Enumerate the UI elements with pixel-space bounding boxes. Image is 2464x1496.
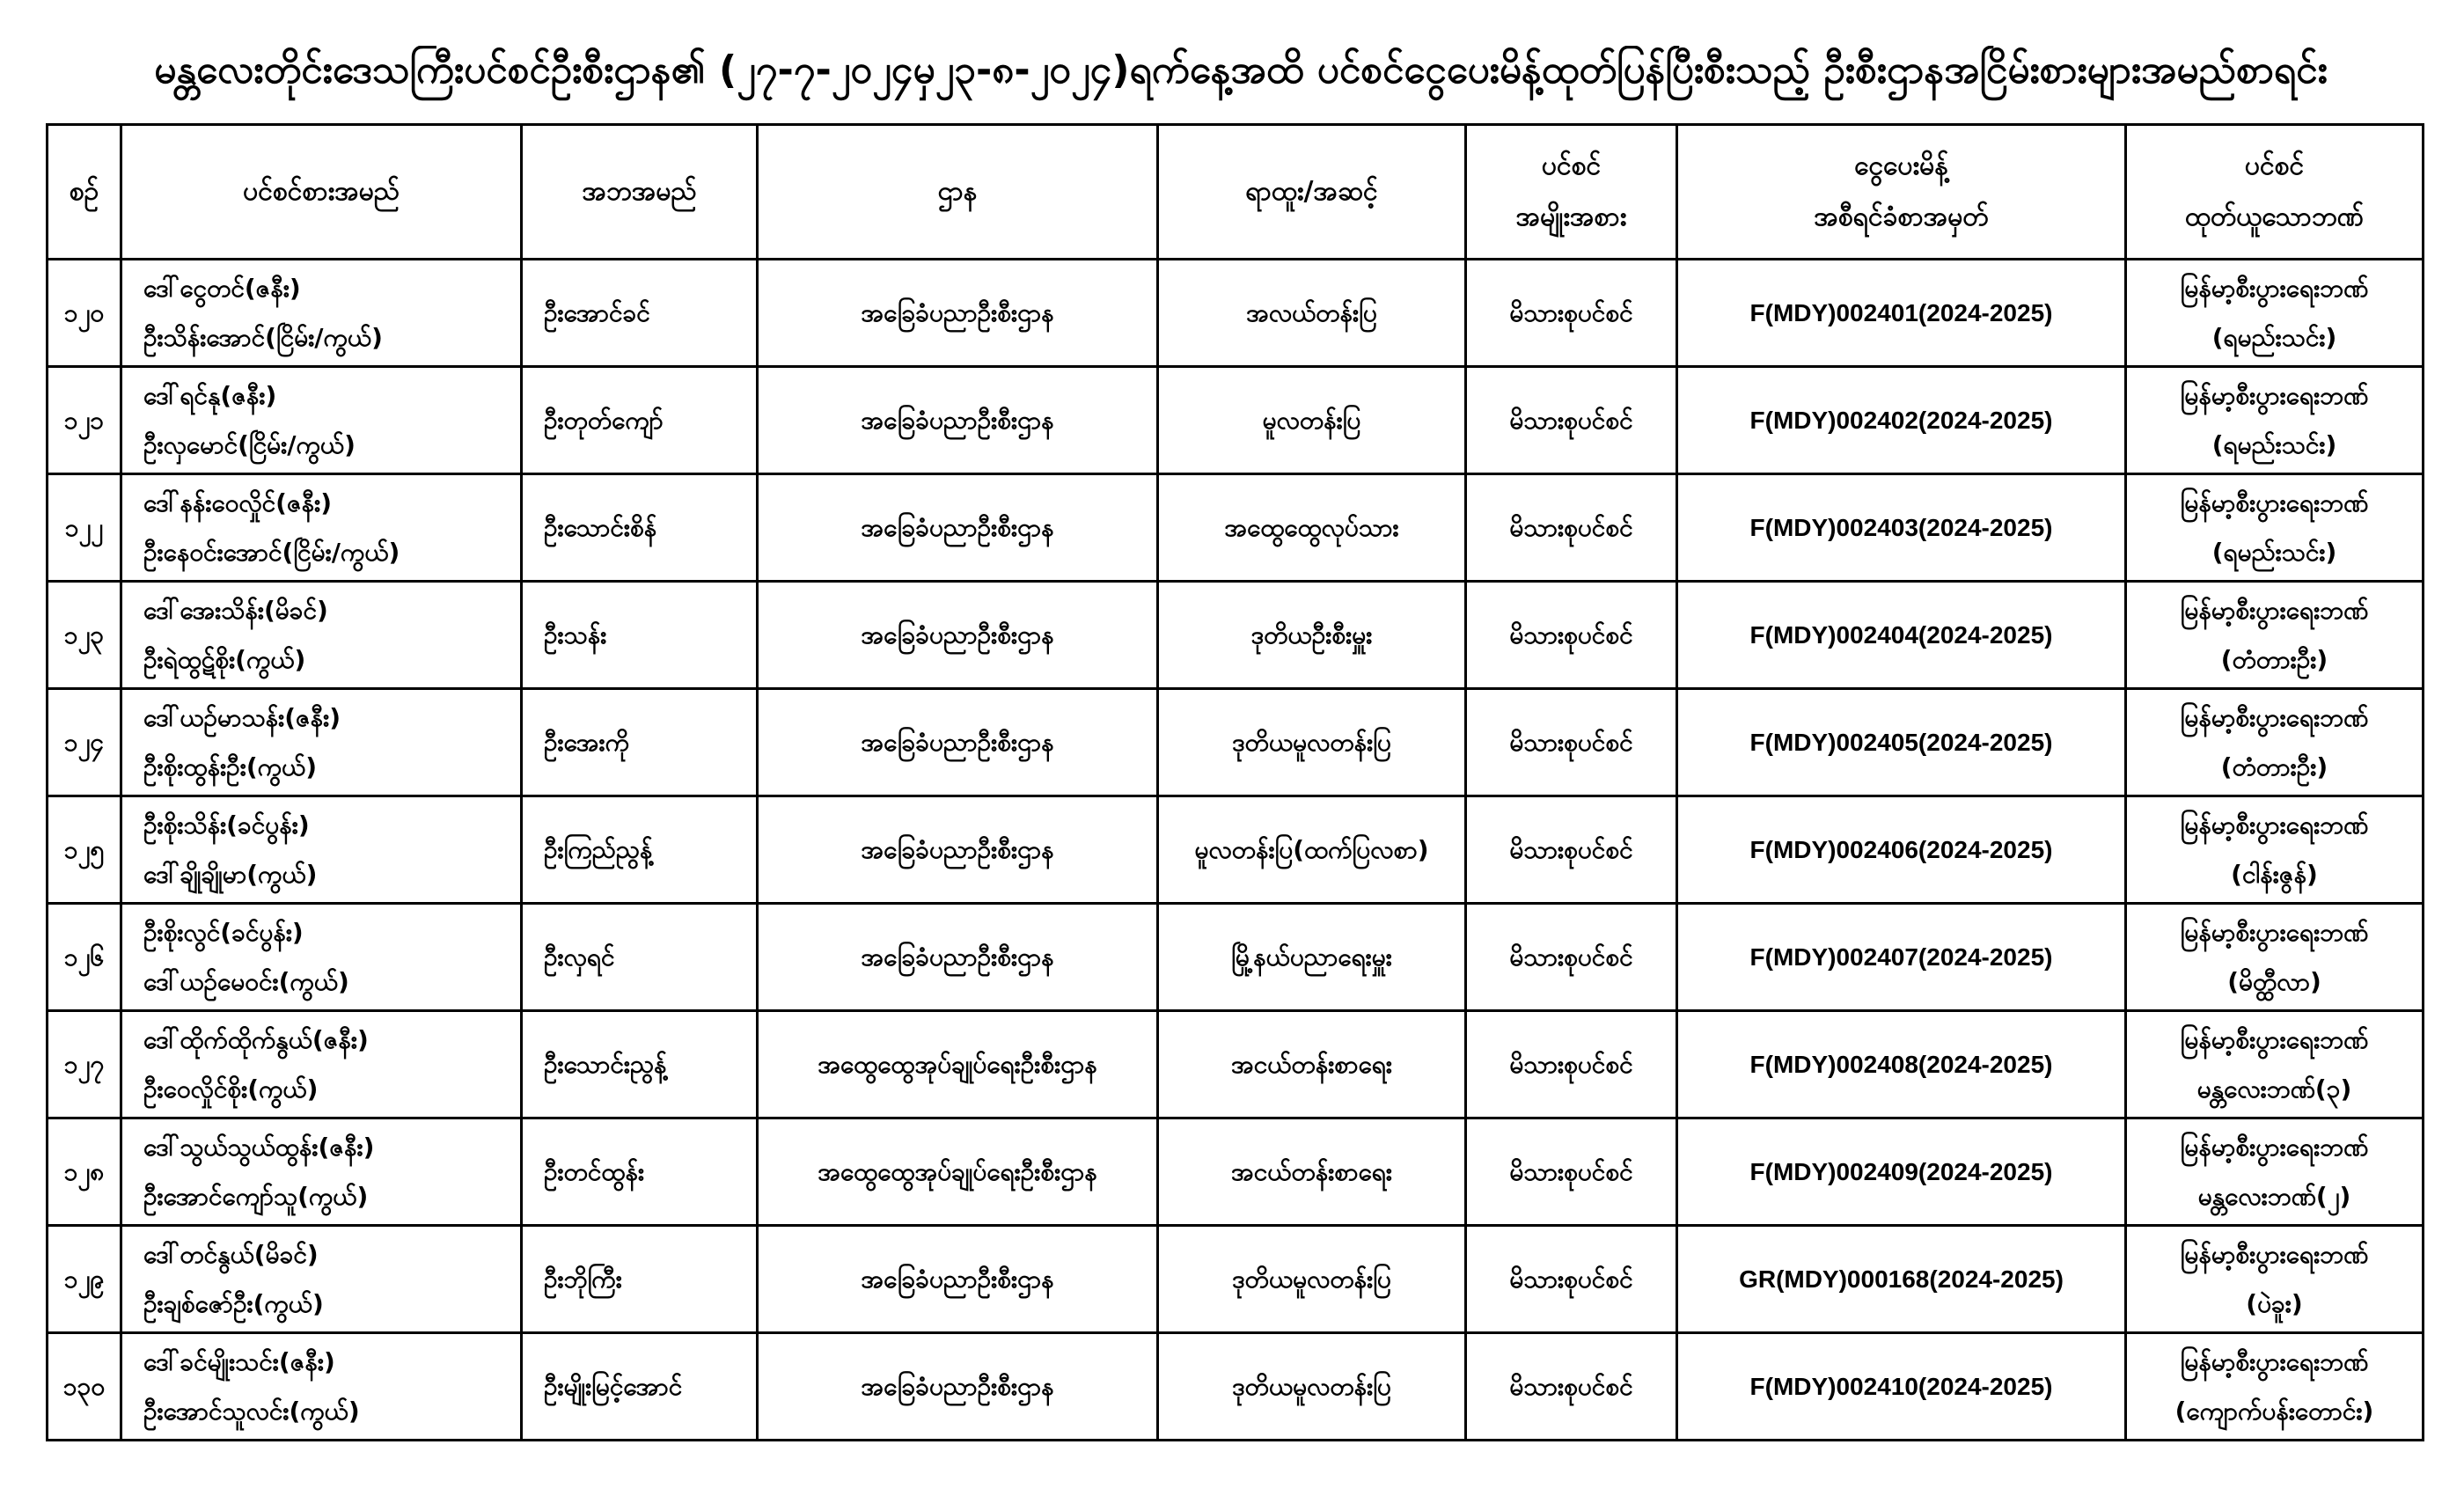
table-row	[48, 1226, 2424, 1333]
paying-bank-line: (မိတ္ထီလာ)	[2227, 966, 2321, 996]
row-number: ၁၂၉	[48, 1226, 121, 1333]
row-number: ၁၂၈	[48, 1118, 121, 1226]
paying-bank-line: မြန်မာ့စီးပွားရေးဘဏ်	[2180, 273, 2369, 303]
col-header-office	[2126, 125, 2424, 260]
paying-bank-line: မြန်မာ့စီးပွားရေးဘဏ်	[2180, 1132, 2369, 1162]
father-name: ဦးသောင်းစိန်	[522, 474, 758, 582]
paying-bank-line: မန္တလေးဘဏ်(၃)	[2196, 1074, 2352, 1104]
paying-bank	[2126, 796, 2424, 904]
col-header-office-line: ပင်စင်	[2244, 150, 2305, 181]
pensioner-name-line: ဦးအောင်သူလင်း(ကွယ်)	[143, 1396, 360, 1426]
pension-type: မိသားစုပင်စင်	[1466, 1333, 1677, 1441]
col-header-order	[1677, 125, 2126, 260]
pensioner-name	[121, 904, 522, 1011]
table-header-row	[48, 125, 2424, 260]
table-row	[48, 689, 2424, 796]
paying-bank-line: (ရမည်းသင်း)	[2211, 322, 2337, 352]
pension-type: မိသားစုပင်စင်	[1466, 1118, 1677, 1226]
pensioner-name-line: ဒေါ်ငွေတင်(ဇနီး)	[143, 273, 301, 303]
pension-type: မိသားစုပင်စင်	[1466, 904, 1677, 1011]
order-number: F(MDY)002406(2024-2025)	[1677, 796, 2126, 904]
col-header-type-line: အမျိုးအစား	[1515, 202, 1627, 232]
pensioner-name	[121, 689, 522, 796]
order-number: GR(MDY)000168(2024-2025)	[1677, 1226, 2126, 1333]
father-name: ဦးမျိုးမြင့်အောင်	[522, 1333, 758, 1441]
table-row	[48, 474, 2424, 582]
father-name: ဦးတင်ထွန်း	[522, 1118, 758, 1226]
department: အခြေခံပညာဦးစီးဌာန	[758, 904, 1158, 1011]
order-number: F(MDY)002407(2024-2025)	[1677, 904, 2126, 1011]
col-header-type	[1466, 125, 1677, 260]
col-header-no: စဉ်	[48, 125, 121, 260]
department: အခြေခံပညာဦးစီးဌာန	[758, 689, 1158, 796]
department: အခြေခံပညာဦးစီးဌာန	[758, 367, 1158, 474]
rank: မြို့နယ်ပညာရေးမှူး	[1158, 904, 1466, 1011]
pensioner-name-line: ဒေါ်ယဉ်မေဝင်း(ကွယ်)	[143, 966, 349, 996]
paying-bank	[2126, 689, 2424, 796]
order-number: F(MDY)002405(2024-2025)	[1677, 689, 2126, 796]
paying-bank-line: (ရမည်းသင်း)	[2211, 537, 2337, 567]
paying-bank-line: မြန်မာ့စီးပွားရေးဘဏ်	[2180, 380, 2369, 410]
rank: အငယ်တန်းစာရေး	[1158, 1118, 1466, 1226]
paying-bank	[2126, 1118, 2424, 1226]
father-name: ဦးအေးကို	[522, 689, 758, 796]
pensioner-name	[121, 474, 522, 582]
department: အခြေခံပညာဦးစီးဌာန	[758, 582, 1158, 689]
table-body	[48, 260, 2424, 1441]
pensioner-name	[121, 260, 522, 367]
pension-type: မိသားစုပင်စင်	[1466, 1226, 1677, 1333]
paying-bank	[2126, 1333, 2424, 1441]
pensioner-name	[121, 1226, 522, 1333]
department: အထွေထွေအုပ်ချုပ်ရေးဦးစီးဌာန	[758, 1011, 1158, 1118]
table-row	[48, 1118, 2424, 1226]
col-header-order-line: အစီရင်ခံစာအမှတ်	[1814, 202, 1989, 232]
rank: မူလတန်းပြ	[1158, 367, 1466, 474]
col-header-order-line: ငွေပေးမိန့်	[1854, 150, 1948, 181]
pensioner-name	[121, 1118, 522, 1226]
department: အခြေခံပညာဦးစီးဌာန	[758, 1226, 1158, 1333]
page-title: မန္တလေးတိုင်းဒေသကြီးပင်စင်ဦးစီးဌာန၏ (၂၇-၇-၂၀၂၄မှ၂၃-၈-၂၀၂၄)ရက်နေ့အထိ ပင်စင်ငွေပေးမိန့်ထုတ်ပြန်ပြီးစီးသည့် ဦးစီးဌာနအငြိမ်းစားများအမည်စာရင်း	[154, 48, 2328, 92]
paying-bank-line: မြန်မာ့စီးပွားရေးဘဏ်	[2180, 917, 2369, 947]
col-header-rank: ရာထူး/အဆင့်	[1158, 125, 1466, 260]
rank: ဒုတိယမူလတန်းပြ	[1158, 689, 1466, 796]
table-row	[48, 904, 2424, 1011]
department: အခြေခံပညာဦးစီးဌာန	[758, 260, 1158, 367]
order-number: F(MDY)002408(2024-2025)	[1677, 1011, 2126, 1118]
row-number: ၁၂၅	[48, 796, 121, 904]
department: အထွေထွေအုပ်ချုပ်ရေးဦးစီးဌာန	[758, 1118, 1158, 1226]
table-row	[48, 582, 2424, 689]
father-name: ဦးလှရင်	[522, 904, 758, 1011]
rank: မူလတန်းပြ(ထက်ပြလစာ)	[1158, 796, 1466, 904]
row-number: ၁၃၀	[48, 1333, 121, 1441]
pensioner-name-line: ဒေါ်ထိုက်ထိုက်နွယ်(ဇနီး)	[143, 1024, 369, 1054]
paying-bank-line: မြန်မာ့စီးပွားရေးဘဏ်	[2180, 1239, 2369, 1269]
paying-bank	[2126, 1226, 2424, 1333]
paying-bank	[2126, 904, 2424, 1011]
pension-type: မိသားစုပင်စင်	[1466, 474, 1677, 582]
order-number: F(MDY)002402(2024-2025)	[1677, 367, 2126, 474]
father-name: ဦးသန်း	[522, 582, 758, 689]
pensioner-name-line: ဦးအောင်ကျော်သူ(ကွယ်)	[143, 1181, 369, 1211]
pensioner-name-line: ဒေါ်ယဉ်မာသန်း(ဇနီး)	[143, 702, 341, 732]
pensioner-name-line: ဒေါ်တင်နွယ်(မိခင်)	[143, 1239, 319, 1269]
paying-bank-line: မန္တလေးဘဏ်(၂)	[2197, 1181, 2351, 1211]
father-name: ဦးတုတ်ကျော်	[522, 367, 758, 474]
pensioner-name-line: ဦးနေဝင်းအောင်(ငြိမ်း/ကွယ်)	[143, 537, 400, 567]
table-row	[48, 1333, 2424, 1441]
row-number: ၁၂၆	[48, 904, 121, 1011]
pensioner-table	[46, 123, 2424, 1441]
paying-bank-line: မြန်မာ့စီးပွားရေးဘဏ်	[2180, 810, 2369, 840]
paying-bank	[2126, 582, 2424, 689]
row-number: ၁၂၂	[48, 474, 121, 582]
pensioner-name-line: ဦးစိုးသိန်း(ခင်ပွန်း)	[143, 810, 310, 840]
pensioner-name-line: ဒေါ်ခင်မျိုးသင်း(ဇနီး)	[143, 1346, 335, 1376]
father-name: ဦးကြည်ညွန့်	[522, 796, 758, 904]
col-header-department: ဌာန	[758, 125, 1158, 260]
table-row	[48, 260, 2424, 367]
pensioner-name	[121, 796, 522, 904]
order-number: F(MDY)002401(2024-2025)	[1677, 260, 2126, 367]
department: အခြေခံပညာဦးစီးဌာန	[758, 1333, 1158, 1441]
paying-bank-line: (တံတားဦး)	[2220, 752, 2328, 781]
order-number: F(MDY)002409(2024-2025)	[1677, 1118, 2126, 1226]
col-header-name: ပင်စင်စားအမည်	[121, 125, 522, 260]
pensioner-name-line: ဦးရဲထွဋ်စိုး(ကွယ်)	[143, 644, 306, 674]
paying-bank-line: မြန်မာ့စီးပွားရေးဘဏ်	[2180, 488, 2369, 517]
paying-bank	[2126, 260, 2424, 367]
row-number: ၁၂၄	[48, 689, 121, 796]
rank: အလယ်တန်းပြ	[1158, 260, 1466, 367]
pension-type: မိသားစုပင်စင်	[1466, 689, 1677, 796]
pension-type: မိသားစုပင်စင်	[1466, 582, 1677, 689]
pension-type: မိသားစုပင်စင်	[1466, 367, 1677, 474]
col-header-father: အဘအမည်	[522, 125, 758, 260]
col-header-office-line: ထုတ်ယူသောဘဏ်	[2185, 202, 2364, 232]
order-number: F(MDY)002410(2024-2025)	[1677, 1333, 2126, 1441]
table-row	[48, 1011, 2424, 1118]
pensioner-name-line: ဦးသိန်းအောင်(ငြိမ်း/ကွယ်)	[143, 322, 383, 352]
department: အခြေခံပညာဦးစီးဌာန	[758, 796, 1158, 904]
pensioner-name-line: ဒေါ်သွယ်သွယ်ထွန်း(ဇနီး)	[143, 1132, 375, 1162]
paying-bank-line: (ပဲခူး)	[2246, 1288, 2303, 1318]
rank: ဒုတိယဦးစီးမှူး	[1158, 582, 1466, 689]
row-number: ၁၂၁	[48, 367, 121, 474]
pensioner-name-line: ဒေါ်ရင်နု(ဇနီး)	[143, 380, 277, 410]
paying-bank-line: (ကျောက်ပန်းတောင်း)	[2174, 1396, 2374, 1426]
pensioner-name-line: ဒေါ်ချိုချိုမာ(ကွယ်)	[143, 859, 318, 889]
rank: အထွေထွေလုပ်သား	[1158, 474, 1466, 582]
pensioner-name	[121, 1333, 522, 1441]
col-header-type-line: ပင်စင်	[1541, 150, 1602, 181]
paying-bank	[2126, 367, 2424, 474]
pensioner-name	[121, 1011, 522, 1118]
pensioner-name-line: ဦးလှမောင်(ငြိမ်း/ကွယ်)	[143, 429, 356, 459]
paying-bank	[2126, 474, 2424, 582]
father-name: ဦးသောင်းညွန့်	[522, 1011, 758, 1118]
father-name: ဦးအောင်ခင်	[522, 260, 758, 367]
row-number: ၁၂၀	[48, 260, 121, 367]
pensioner-name-line: ဦးဝေလှိုင်စိုး(ကွယ်)	[143, 1074, 319, 1104]
paying-bank-line: (ရမည်းသင်း)	[2211, 429, 2337, 459]
rank: ဒုတိယမူလတန်းပြ	[1158, 1333, 1466, 1441]
rank: ဒုတိယမူလတန်းပြ	[1158, 1226, 1466, 1333]
pension-type: မိသားစုပင်စင်	[1466, 1011, 1677, 1118]
pensioner-name	[121, 582, 522, 689]
rank: အငယ်တန်းစာရေး	[1158, 1011, 1466, 1118]
table-row	[48, 796, 2424, 904]
pensioner-name-line: ဦးချစ်ဇော်ဦး(ကွယ်)	[143, 1288, 324, 1318]
department: အခြေခံပညာဦးစီးဌာန	[758, 474, 1158, 582]
father-name: ဦးဘိုကြီး	[522, 1226, 758, 1333]
pensioner-name-line: ဦးစိုးလွင်(ခင်ပွန်း)	[143, 917, 304, 947]
pensioner-name-line: ဦးစိုးထွန်းဦး(ကွယ်)	[143, 752, 317, 781]
table-row	[48, 367, 2424, 474]
paying-bank-line: မြန်မာ့စီးပွားရေးဘဏ်	[2180, 702, 2369, 732]
paying-bank-line: (ငါန်းဇွန်)	[2231, 859, 2318, 889]
pensioner-name	[121, 367, 522, 474]
row-number: ၁၂၃	[48, 582, 121, 689]
pensioner-name-line: ဒေါ်အေးသိန်း(မိခင်)	[143, 595, 328, 625]
pension-type: မိသားစုပင်စင်	[1466, 260, 1677, 367]
paying-bank-line: (တံတားဦး)	[2220, 644, 2328, 674]
order-number: F(MDY)002403(2024-2025)	[1677, 474, 2126, 582]
pensioner-name-line: ဒေါ်နန်းဝေလှိုင်(ဇနီး)	[143, 488, 332, 517]
paying-bank	[2126, 1011, 2424, 1118]
paying-bank-line: မြန်မာ့စီးပွားရေးဘဏ်	[2180, 595, 2369, 625]
pension-type: မိသားစုပင်စင်	[1466, 796, 1677, 904]
order-number: F(MDY)002404(2024-2025)	[1677, 582, 2126, 689]
row-number: ၁၂၇	[48, 1011, 121, 1118]
paying-bank-line: မြန်မာ့စီးပွားရေးဘဏ်	[2180, 1024, 2369, 1054]
paying-bank-line: မြန်မာ့စီးပွားရေးဘဏ်	[2180, 1346, 2369, 1376]
